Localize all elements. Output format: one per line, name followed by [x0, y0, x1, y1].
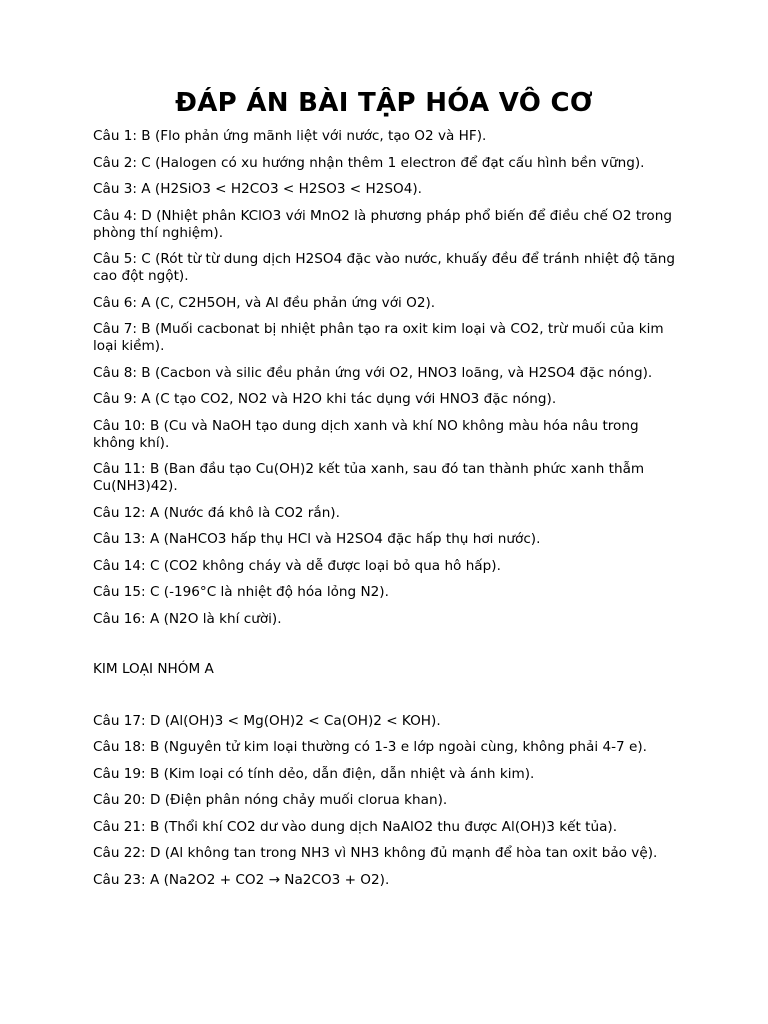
answer-item: Câu 11: B (Ban đầu tạo Cu(OH)2 kết tủa xanh, sau đó tan thành phức xanh thẫm Cu(NH3)42).: [93, 461, 645, 494]
answer-item: Câu 22: D (Al không tan trong NH3 vì NH3 không đủ mạnh để hòa tan oxit bảo vệ).: [93, 845, 658, 861]
answer-item: Câu 15: C (-196°C là nhiệt độ hóa lỏng N2).: [93, 584, 389, 600]
answer-item: Câu 2: C (Halogen có xu hướng nhận thêm 1 electron để đạt cấu hình bền vững).: [93, 154, 645, 171]
answer-item: Câu 5: C (Rót từ từ dung dịch H2SO4 đặc vào nước, khuấy đều để tránh nhiệt độ tăng cao đột ngột).: [93, 251, 676, 284]
answer-item: Câu 4: D (Nhiệt phân KClO3 với MnO2 là phương pháp phổ biến để điều chế O2 trong phòng thí nghiệm).: [93, 207, 672, 241]
answer-item: Câu 23: A (Na2O2 + CO2 → Na2CO3 + O2).: [93, 871, 390, 888]
answer-item: Câu 10: B (Cu và NaOH tạo dung dịch xanh và khí NO không màu hóa nâu trong không khí).: [93, 417, 639, 451]
answer-item: Câu 17: D (Al(OH)3 < Mg(OH)2 < Ca(OH)2 < KOH).: [93, 712, 441, 729]
answer-item: Câu 14: C (CO2 không cháy và dễ được loại bỏ qua hô hấp).: [93, 557, 501, 574]
answer-item: Câu 20: D (Điện phân nóng chảy muối clorua khan).: [93, 792, 448, 808]
answer-item: Câu 21: B (Thổi khí CO2 dư vào dung dịch NaAlO2 thu được Al(OH)3 kết tủa).: [93, 818, 618, 835]
answer-item: Câu 9: A (C tạo CO2, NO2 và H2O khi tác dụng với HNO3 đặc nóng).: [93, 391, 557, 407]
answer-item: Câu 6: A (C, C2H5OH, và Al đều phản ứng với O2).: [93, 294, 436, 311]
answer-list: [93, 128, 683, 898]
section-heading: KIM LOẠI NHÓM A: [93, 660, 214, 677]
answer-item: Câu 16: A (N2O là khí cười).: [93, 610, 282, 627]
page-title: ĐÁP ÁN BÀI TẬP HÓA VÔ CƠ: [175, 88, 593, 118]
answer-item: Câu 19: B (Kim loại có tính dẻo, dẫn điện, dẫn nhiệt và ánh kim).: [93, 765, 535, 782]
answer-item: Câu 1: B (Flo phản ứng mãnh liệt với nước, tạo O2 và HF).: [93, 128, 487, 144]
answer-item: Câu 12: A (Nước đá khô là CO2 rắn).: [93, 504, 340, 521]
answer-item: Câu 8: B (Cacbon và silic đều phản ứng với O2, HNO3 loãng, và H2SO4 đặc nóng).: [93, 364, 653, 381]
answer-item: Câu 13: A (NaHCO3 hấp thụ HCl và H2SO4 đặc hấp thụ hơi nước).: [93, 531, 541, 547]
answer-item: Câu 7: B (Muối cacbonat bị nhiệt phân tạo ra oxit kim loại và CO2, trừ muối của kim loại kiềm).: [93, 321, 664, 354]
answer-item: Câu 3: A (H2SiO3 < H2CO3 < H2SO3 < H2SO4).: [93, 181, 422, 197]
answer-item: Câu 18: B (Nguyên tử kim loại thường có 1-3 e lớp ngoài cùng, không phải 4-7 e).: [93, 739, 647, 755]
